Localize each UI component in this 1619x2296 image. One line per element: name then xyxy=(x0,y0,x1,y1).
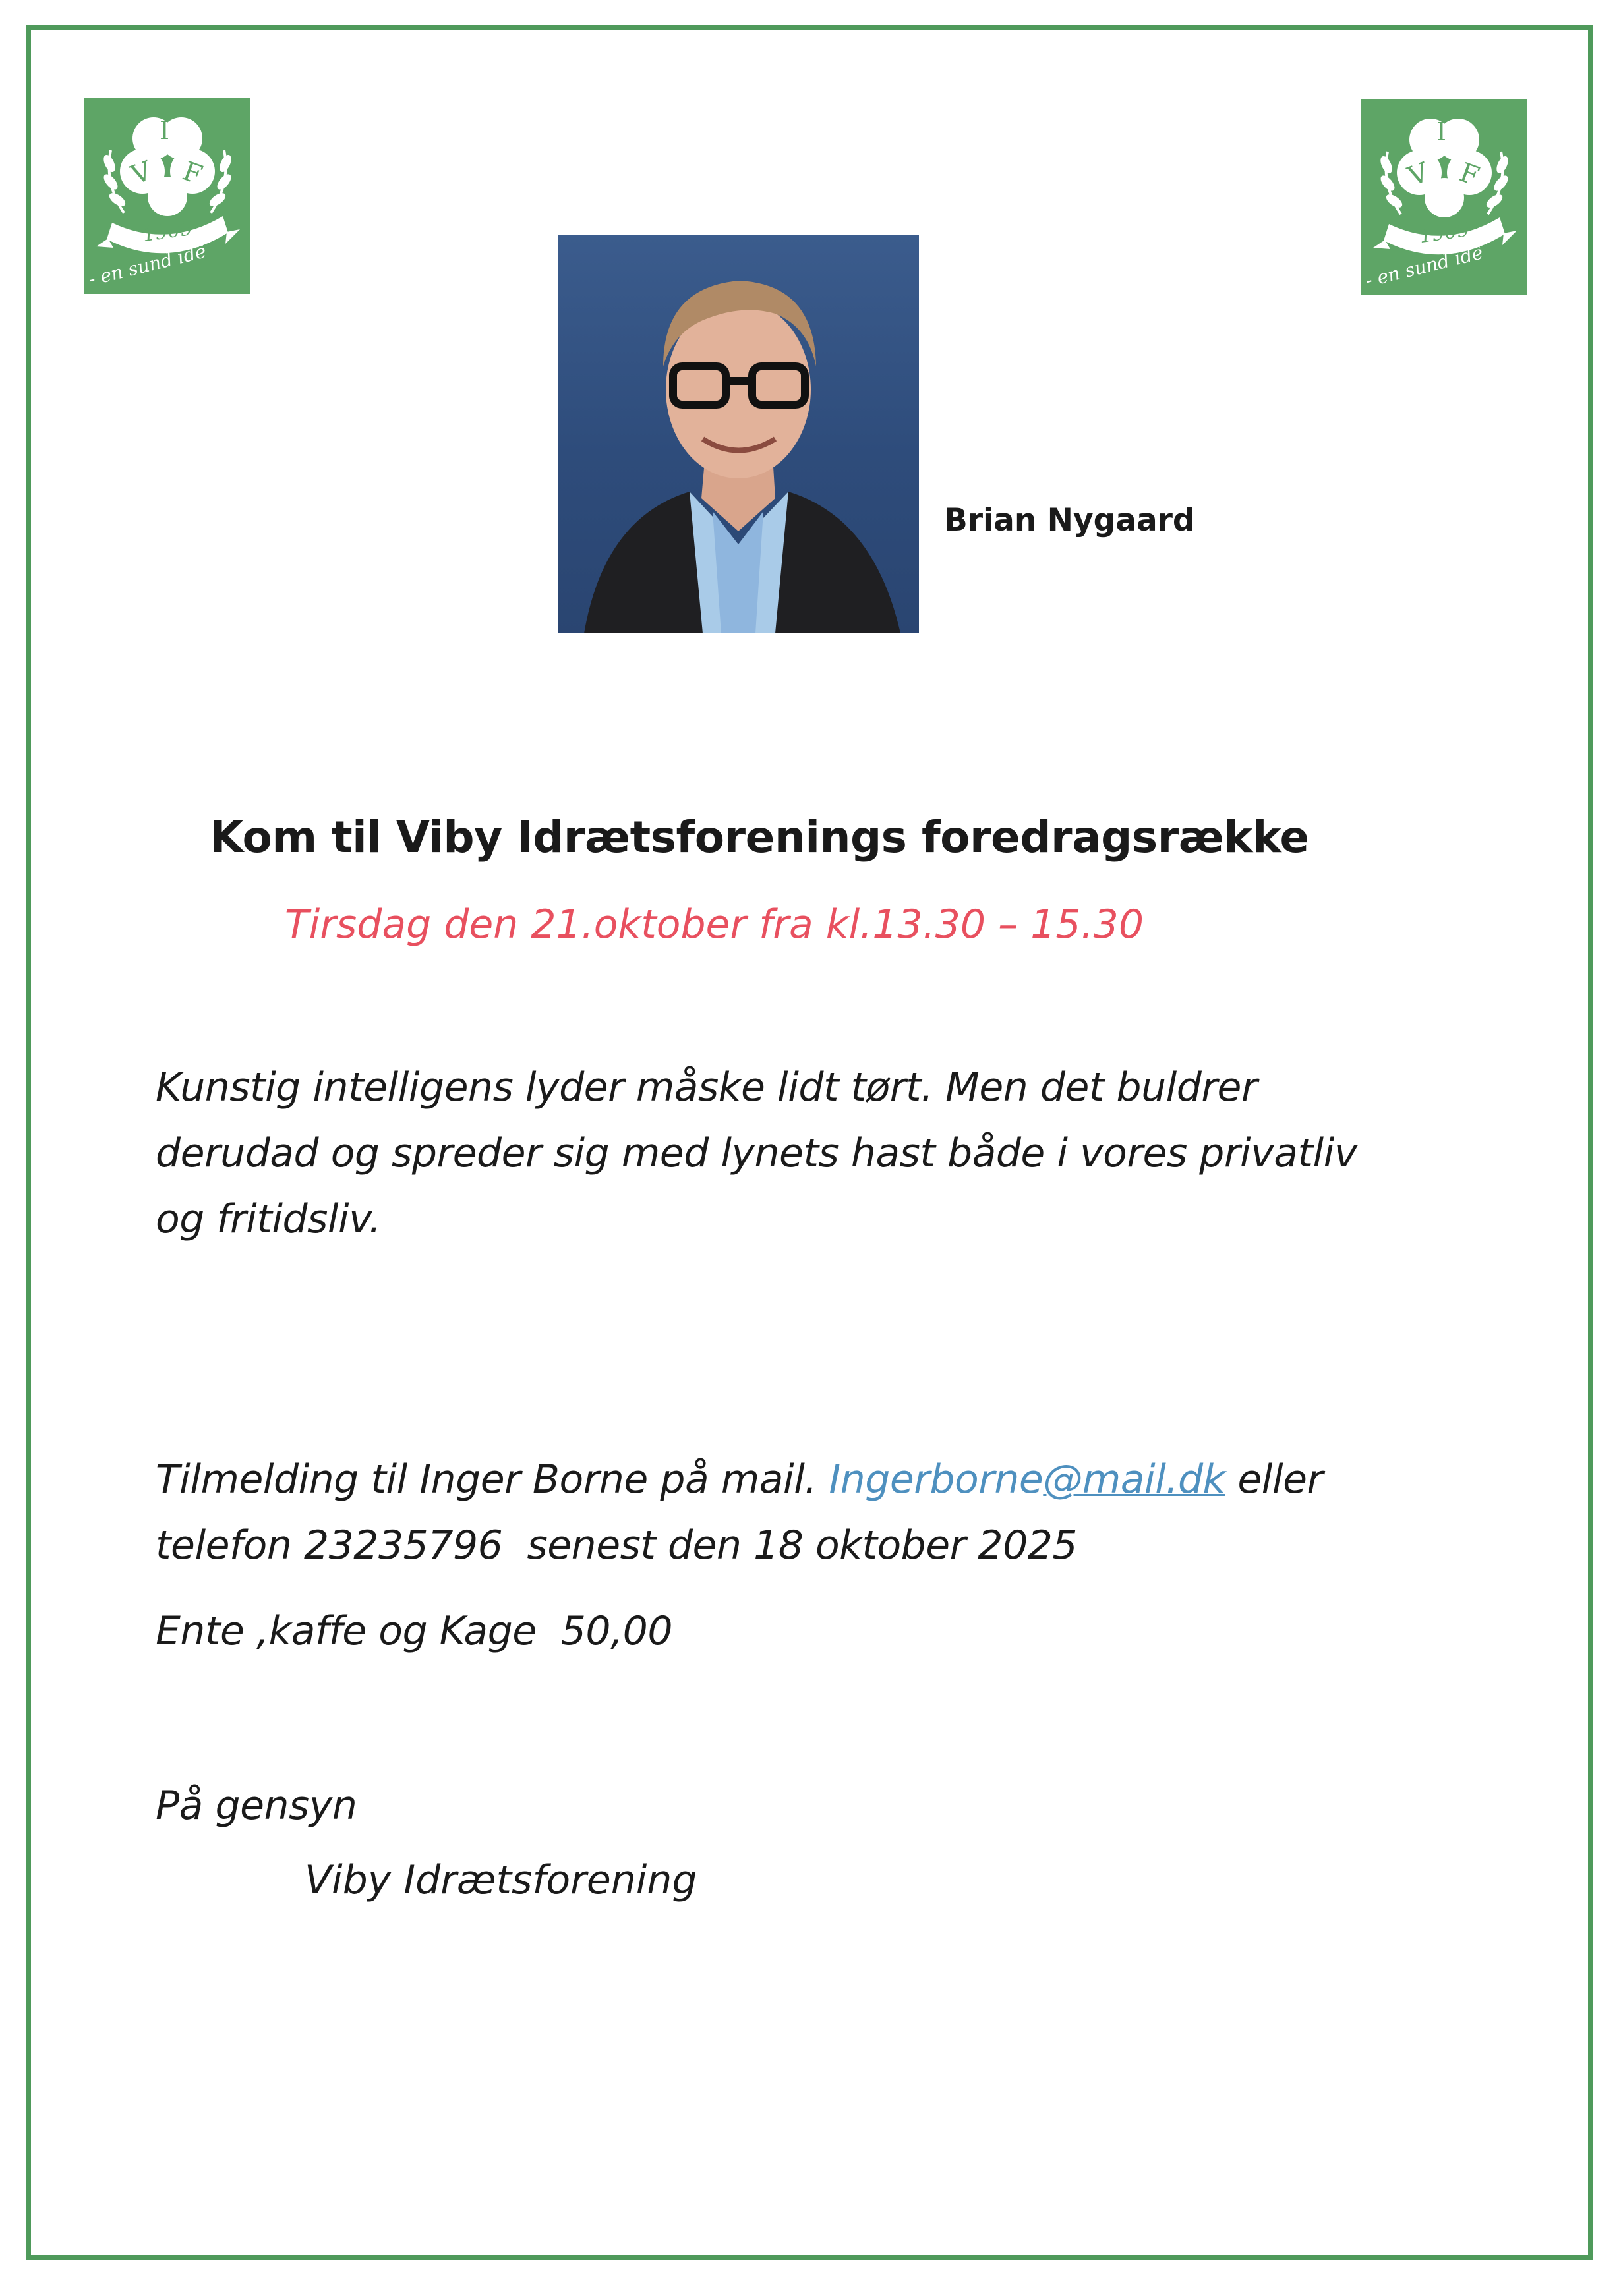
signup-line-2: telefon 23235796 senest den 18 oktober 2025 xyxy=(156,1522,1078,1568)
logo-tagline: - en sund idê xyxy=(1363,241,1485,292)
farewell-text: På gensyn xyxy=(156,1783,357,1829)
speaker-photo xyxy=(558,235,919,633)
event-headline: Kom til Viby Idrætsforenings foredragsrække xyxy=(210,812,1309,863)
logo-letter-f: F xyxy=(1455,157,1483,192)
club-logo-right xyxy=(1361,99,1527,295)
logo-letter-i: I xyxy=(1436,117,1447,146)
logo-tagline: - en sund idê xyxy=(86,240,208,291)
event-date: Tirsdag den 21.oktober fra kl.13.30 – 15.30 xyxy=(285,902,1144,948)
intro-paragraph xyxy=(156,1054,1357,1252)
logo-year: 1909 xyxy=(1417,217,1471,248)
intro-line: Kunstig intelligens lyder måske lidt tørt. Men det buldrer xyxy=(156,1064,1258,1110)
club-logo-left xyxy=(84,98,250,294)
price-line: Ente ,kaffe og Kage 50,00 xyxy=(156,1608,673,1654)
email-link[interactable] xyxy=(829,1456,1225,1503)
signup-paragraph xyxy=(156,1447,1323,1578)
organisation-signature: Viby Idrætsforening xyxy=(305,1857,697,1903)
speaker-portrait-icon xyxy=(558,235,919,633)
logo-letter-v: V xyxy=(127,156,156,191)
logo-letter-i: I xyxy=(160,116,170,145)
signup-suffix: eller xyxy=(1225,1456,1323,1503)
signup-line-1 xyxy=(156,1447,1323,1512)
logo-letter-v: V xyxy=(1404,157,1432,192)
intro-line: og fritidsliv. xyxy=(156,1196,381,1242)
logo-year: 1909 xyxy=(140,216,194,247)
logo-letter-f: F xyxy=(178,156,206,191)
speaker-name: Brian Nygaard xyxy=(944,502,1195,538)
email-domain-part: @mail.dk xyxy=(1043,1456,1225,1503)
signup-prefix: Tilmelding til Inger Borne på mail. xyxy=(156,1456,829,1503)
intro-line: derudad og spreder sig med lynets hast både i vores privatliv xyxy=(156,1130,1357,1176)
email-local-part: Ingerborne xyxy=(829,1456,1044,1503)
